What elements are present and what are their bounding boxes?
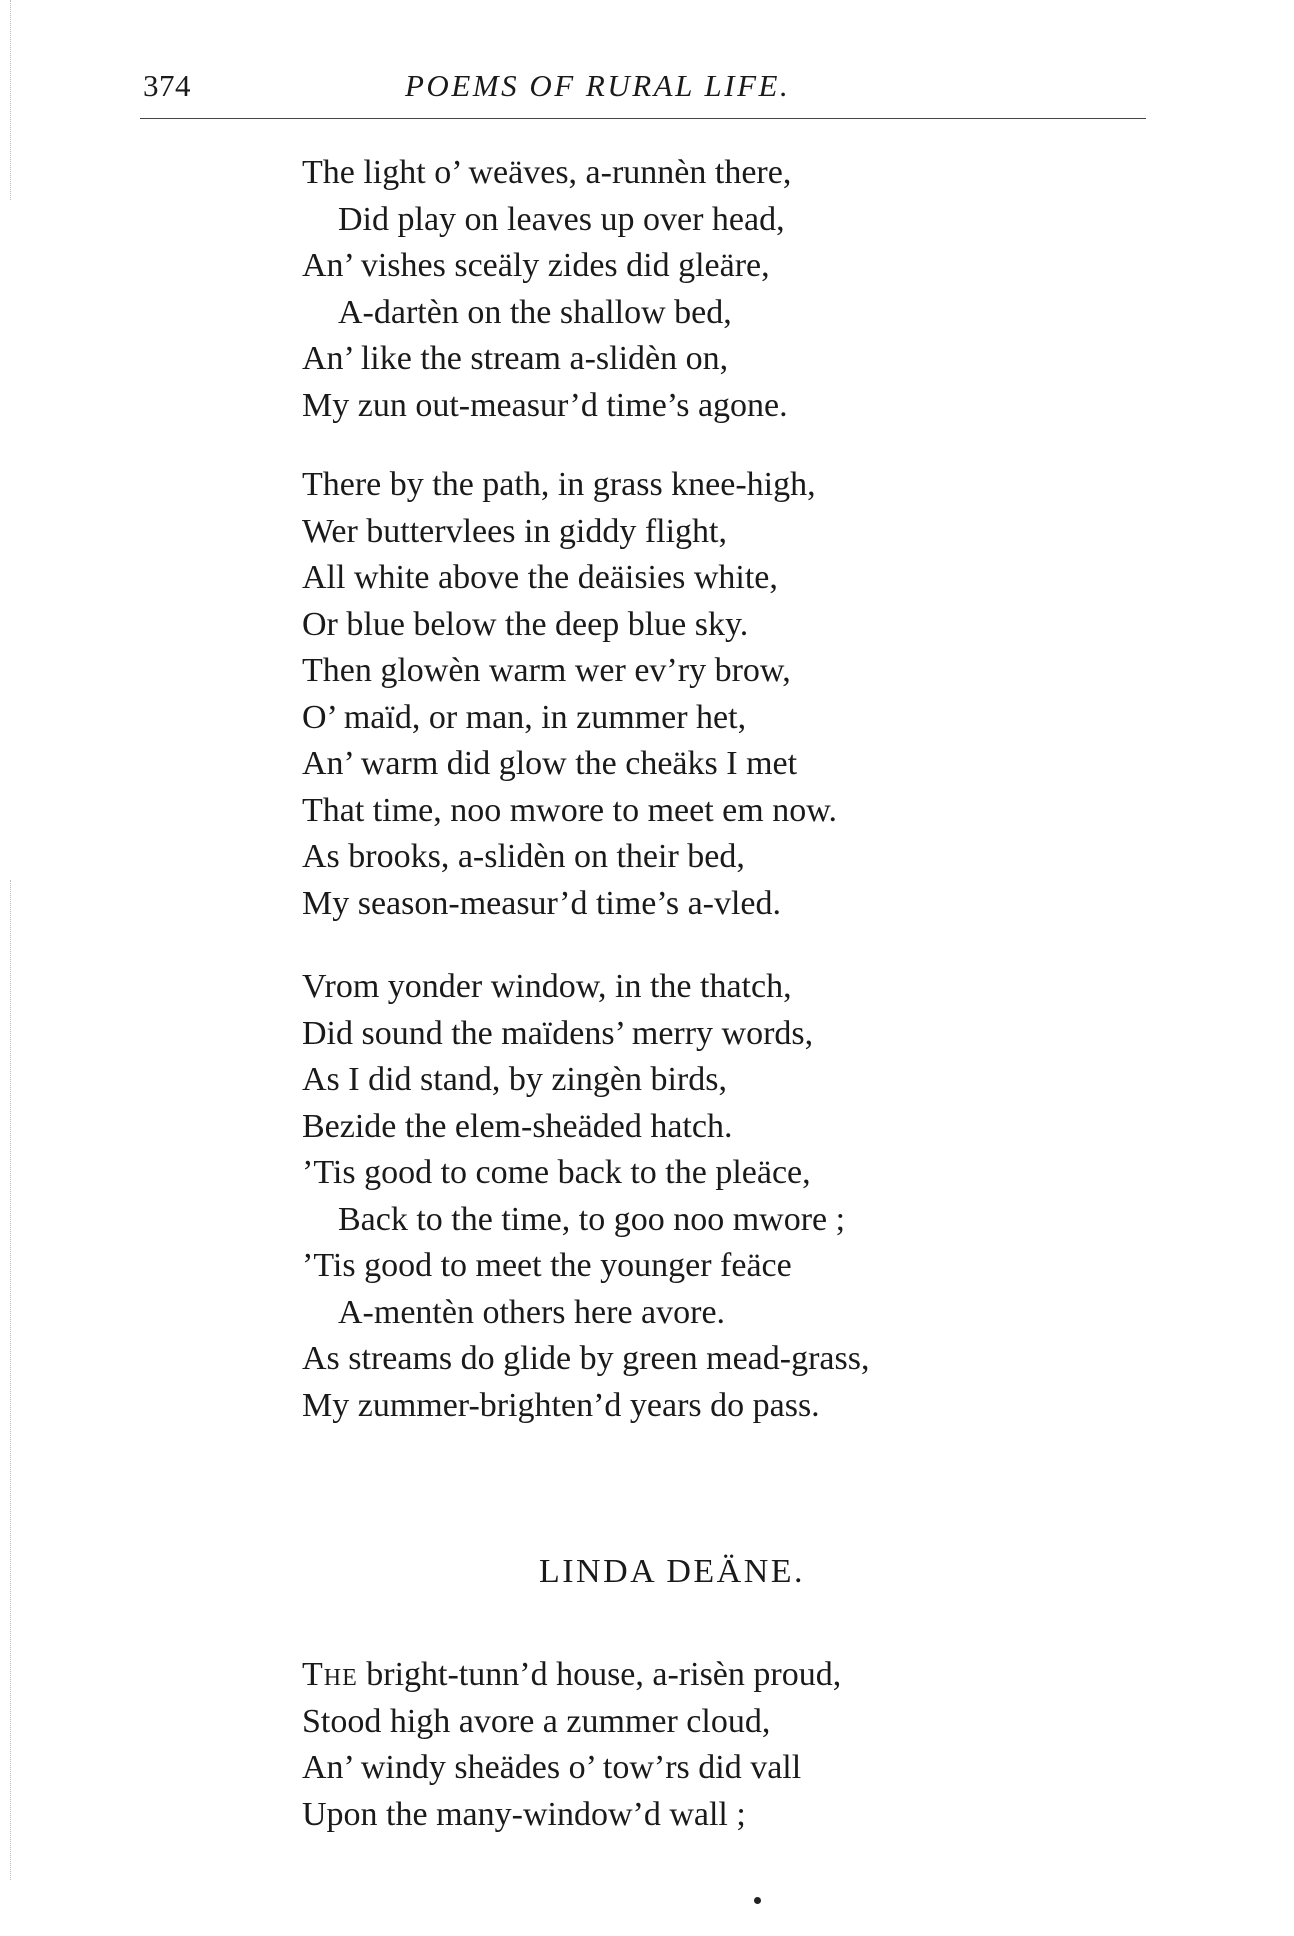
running-title: POEMS OF RURAL LIFE.	[405, 68, 791, 103]
page-header	[0, 62, 1294, 112]
verse-line: My season-measur’d time’s a-vled.	[302, 884, 782, 922]
verse-line: All white above the deäisies white,	[302, 559, 778, 596]
verse-line: ’Tis good to meet the younger feäce	[302, 1247, 792, 1284]
stanza-3	[302, 964, 869, 1429]
verse-line: An’ like the stream a-slidèn on,	[302, 340, 729, 377]
verse-line: ’Tis good to come back to the pleäce,	[302, 1154, 811, 1191]
verse-line: As streams do glide by green mead-grass,	[302, 1340, 870, 1377]
verse-line: The light o’ weäves, a-runnèn there,	[302, 154, 792, 191]
first-word-smallcaps: The	[302, 1656, 358, 1693]
verse-line-first	[302, 1652, 841, 1699]
verse-line: Did sound the maïdens’ merry words,	[302, 1014, 814, 1052]
verse-line: My zummer-brighten’d years do pass.	[302, 1386, 820, 1424]
stanza-2	[302, 462, 837, 927]
verse-line: Or blue below the deep blue sky.	[302, 605, 749, 643]
verse-line: As I did stand, by zingèn birds,	[302, 1061, 727, 1098]
header-rule	[140, 118, 1146, 119]
left-margin-mark	[10, 880, 11, 1880]
page-number: 374	[143, 68, 191, 103]
verse-line: That time, noo mwore to meet em now.	[302, 791, 838, 829]
verse-line: Vrom yonder window, in the thatch,	[302, 968, 792, 1005]
verse-line: A-dartèn on the shallow bed,	[338, 293, 732, 331]
verse-line: As brooks, a-slidèn on their bed,	[302, 838, 745, 875]
verse-line: Stood high avore a zummer cloud,	[302, 1702, 771, 1740]
verse-line: A-mentèn others here avore.	[338, 1293, 726, 1331]
verse-line: Upon the many-window’d wall ;	[302, 1795, 746, 1833]
verse-line: O’ maïd, or man, in zummer het,	[302, 698, 747, 736]
page-speck	[754, 1897, 761, 1904]
poem-opening-stanza	[302, 1652, 841, 1838]
verse-line: Bezide the elem-sheäded hatch.	[302, 1107, 733, 1145]
verse-line: Back to the time, to goo noo mwore ;	[338, 1200, 846, 1238]
verse-line: An’ warm did glow the cheäks I met	[302, 745, 798, 782]
verse-line: An’ vishes sceäly zides did gleäre,	[302, 247, 770, 284]
verse-line: There by the path, in grass knee-high,	[302, 466, 816, 503]
poem-title	[0, 1553, 1294, 1591]
verse-line: An’ windy sheädes o’ tow’rs did vall	[302, 1749, 802, 1786]
left-margin-mark	[10, 0, 11, 200]
verse-line: Wer buttervlees in giddy flight,	[302, 512, 727, 550]
first-line-rest: bright-tunn’d house, a-risèn proud,	[357, 1656, 842, 1693]
verse-line: My zun out-measur’d time’s agone.	[302, 386, 788, 424]
stanza-1	[302, 150, 791, 429]
poem-title-text: LINDA DEÄNE.	[538, 1553, 806, 1590]
verse-line: Then glowèn warm wer ev’ry brow,	[302, 652, 791, 689]
verse-line: Did play on leaves up over head,	[338, 200, 785, 238]
